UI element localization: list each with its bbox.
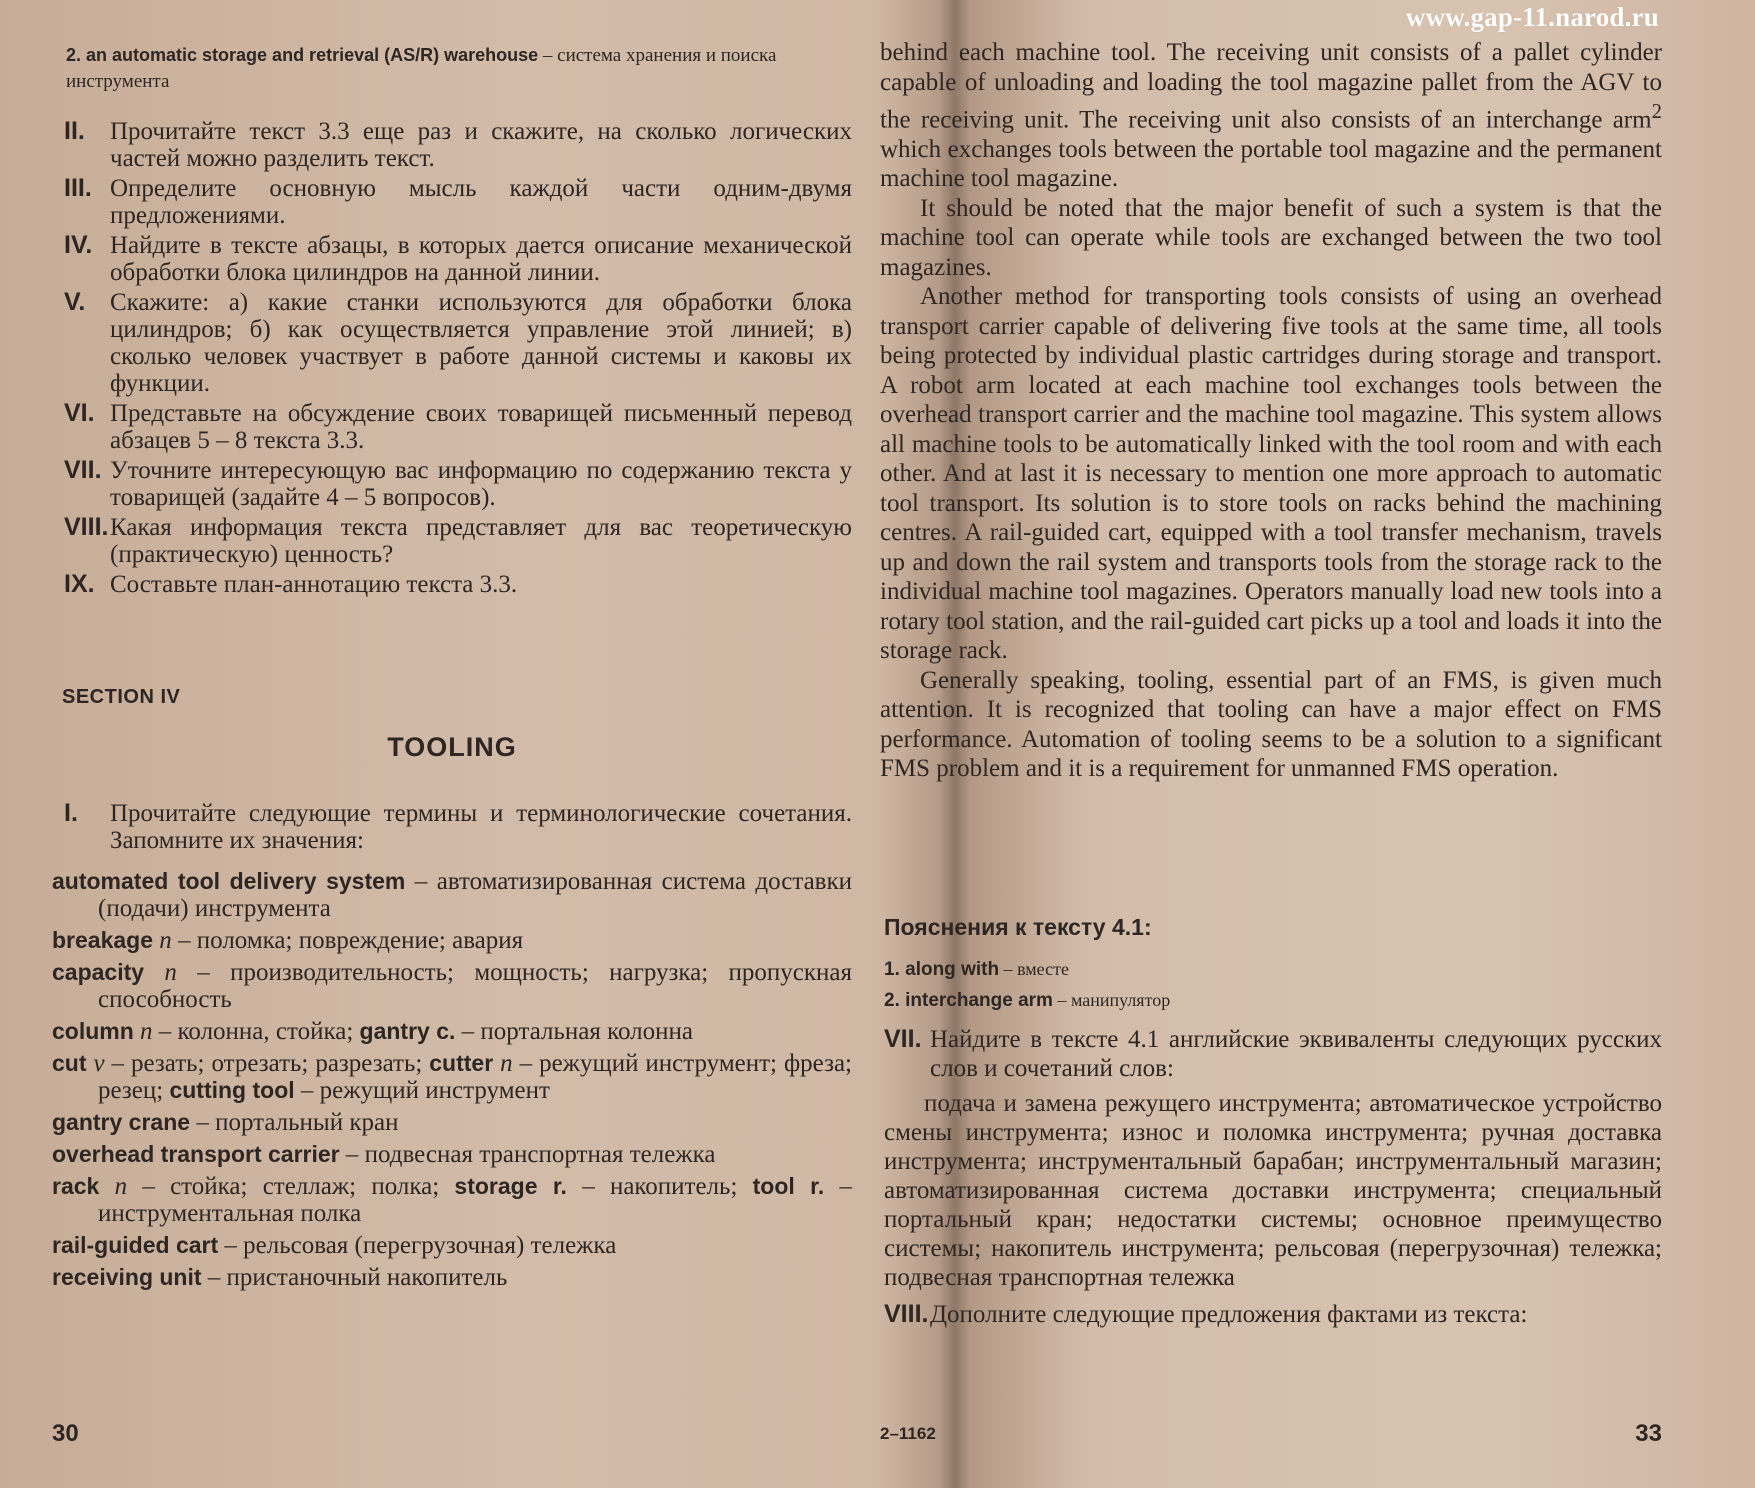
task-number: VII.: [64, 456, 102, 484]
task-item: [884, 1300, 1662, 1329]
task-number: V.: [64, 288, 86, 316]
paragraph-text: behind each machine tool. The receiving unit consists of a pallet cylinder capable of unloading and loading the tool magazine pallet from the AGV to the receiving unit. The receiving unit also consists of an interchange arm: [880, 39, 1662, 134]
task-body: подача и замена режущего инструмента; автоматическое устройство смены инструмента; износ и поломка инструмента; ручная доставка инструмента; инструментальный барабан; инструментальный магазин; автоматизированная система доставки инструмента; специальный портальный кран; недостатки системы; основное преимущество системы; накопитель инструмента; рельсовая (перегрузочная) тележка; подвесная транспортная тележка: [884, 1090, 1662, 1291]
glossary-definition: – рельсовая (перегрузочная) тележка: [218, 1232, 617, 1259]
part-of-speech: v: [86, 1050, 105, 1077]
glossary-term: breakage: [52, 927, 154, 953]
page-number: 33: [1635, 1420, 1662, 1447]
glossary-term: cutting tool: [169, 1077, 295, 1103]
part-of-speech: n: [144, 959, 177, 986]
task-text: Какая информация текста представляет для вас теоретическую (практическую) ценность?: [110, 514, 852, 568]
glossary-term: column: [52, 1018, 134, 1044]
glossary-term: cut: [52, 1050, 87, 1076]
paragraph: [880, 282, 1662, 666]
glossary: [52, 868, 852, 1296]
glossary-definition: – колонна, стойка;: [152, 1018, 360, 1045]
glossary-definition: – портальная колонна: [455, 1018, 693, 1045]
task-text: Представьте на обсуждение своих товарищей письменный перевод абзацев 5 – 8 текста 3.3.: [110, 400, 852, 454]
glossary-entry: [52, 1018, 852, 1045]
note-item: [884, 954, 1170, 985]
glossary-entry: [52, 1141, 852, 1168]
task-number: IX.: [64, 570, 95, 598]
glossary-term: receiving unit: [52, 1264, 202, 1290]
task-text: Найдите в тексте 4.1 английские эквиваленты следующих русских слов и сочетаний слов:: [930, 1026, 1662, 1082]
task-item: [64, 457, 852, 511]
task-number: VIII.: [64, 513, 109, 541]
task-list: [64, 118, 852, 601]
glossary-entry: [52, 959, 852, 1013]
footnote-term: 2. an automatic storage and retrieval (AS/R) warehouse: [66, 45, 539, 65]
footnote-marker: 2: [1651, 99, 1662, 123]
glossary-definition: – пристаночный накопитель: [201, 1264, 508, 1291]
glossary-definition: – поломка; повреждение; авария: [171, 927, 524, 954]
section-heading: TOOLING: [387, 732, 517, 762]
glossary-definition: – инструментальная полка: [98, 1173, 852, 1227]
task-text: Уточните интересующую вас информацию по содержанию текста у товарищей (задайте 4 – 5 вопросов).: [110, 457, 852, 511]
glossary-term: capacity: [52, 959, 145, 985]
paragraph-text: It should be noted that the major benefit of such a system is that the machine tool can operate while tools are exchanged between the two tool magazines.: [880, 194, 1662, 281]
task-item: [884, 1025, 1662, 1083]
note-definition: – вместе: [999, 959, 1069, 979]
task-text: Составьте план-аннотацию текста 3.3.: [110, 571, 518, 598]
glossary-term: tool r.: [752, 1173, 825, 1199]
task-item: [64, 232, 852, 286]
section-label: SECTION IV: [62, 686, 181, 708]
glossary-term: automated tool delivery system: [52, 868, 406, 894]
task-number: I.: [64, 799, 78, 827]
paragraph: [880, 666, 1662, 784]
task-item: [64, 289, 852, 397]
glossary-entry: [52, 927, 852, 954]
task-number: VIII.: [884, 1300, 929, 1328]
glossary-entry: [52, 868, 852, 922]
task-text: Определите основную мысль каждой части одним-двумя предложениями.: [110, 175, 852, 229]
task-text: Дополните следующие предложения фактами из текста:: [930, 1301, 1528, 1328]
note-item: [884, 985, 1170, 1016]
task-item: [64, 571, 852, 598]
notes-title: Пояснения к тексту 4.1:: [884, 914, 1152, 940]
task-item: [64, 175, 852, 229]
glossary-definition: – накопитель;: [566, 1173, 753, 1200]
paragraph-text: which exchanges tools between the portable tool magazine and the permanent machine tool magazine.: [880, 135, 1662, 193]
glossary-entry: [52, 1173, 852, 1227]
task-number: VI.: [64, 399, 95, 427]
glossary-term: storage r.: [454, 1173, 567, 1199]
glossary-term: overhead transport carrier: [52, 1141, 340, 1167]
glossary-definition: – резать; отрезать; разрезать;: [104, 1050, 430, 1077]
paragraph-text: Generally speaking, tooling, essential part of an FMS, is given much attention. It is recognized that tooling can have a major effect on FMS performance. Automation of tooling seems to be a solution to a significant FMS problem and it is a requirement for unmanned FMS operation.: [880, 666, 1662, 783]
note-term: 2. interchange arm: [884, 990, 1053, 1011]
task-item: [64, 118, 852, 172]
paragraph-text: Another method for transporting tools consists of using an overhead transport carrier capable of delivering five tools at the same time, all tools being protected by individual plastic cartridges during storage and transport. A robot arm located at each machine tool exchanges tools between the overhead transport carrier and the machine tool magazine. This system allows all machine tools to be automatically linked with the tool room and with each other. And at last it is necessary to mention one more approach to automatic tool transport. Its solution is to store tools on racks behind the machining centres. A rail-guided cart, equipped with a tool transfer mechanism, travels up and down the rail system and transports tools from the storage rack to the individual machine tool magazines. Operators manually load new tools into a rotary tool station, and the rail-guided cart picks up a tool and loads it into the storage rack.: [880, 283, 1662, 665]
task-number: III.: [64, 174, 92, 202]
paragraph: [880, 194, 1662, 283]
watermark: www.gap-11.narod.ru: [1405, 2, 1659, 32]
glossary-term: cutter: [429, 1050, 494, 1076]
glossary-term: gantry crane: [52, 1109, 191, 1135]
notes-list: [884, 954, 1170, 1016]
task-item: [64, 800, 852, 854]
task-text: Скажите: а) какие станки используются для обработки блока цилиндров; б) как осуществляется управление этой линией; в) сколько человек участвует в работе данной системы и каковы их функции.: [110, 289, 852, 397]
footnote-definition: – система хранения и поиска инструмента: [66, 45, 777, 92]
glossary-entry: [52, 1264, 852, 1291]
task-item: [64, 514, 852, 568]
body-text: [880, 38, 1662, 784]
task-text: Прочитайте следующие термины и терминологические сочетания. Запомните их значения:: [110, 800, 852, 854]
printer-signature: 2–1162: [880, 1424, 936, 1443]
task-number: II.: [64, 117, 85, 145]
task-text: Найдите в тексте абзацы, в которых дается описание механической обработки блока цилиндров на данной линии.: [110, 232, 852, 286]
left-page: [52, 0, 852, 1488]
paragraph: [880, 38, 1662, 194]
part-of-speech: n: [153, 927, 172, 954]
glossary-definition: – стойка; стеллаж; полка;: [127, 1173, 455, 1200]
intro-task: [64, 800, 852, 857]
glossary-definition: – режущий инструмент; фреза; резец;: [98, 1050, 852, 1104]
glossary-term: gantry c.: [359, 1018, 456, 1044]
right-page: [880, 0, 1662, 1488]
glossary-definition: – производительность; мощность; нагрузка; пропускная способность: [98, 959, 852, 1013]
task-number: VII.: [884, 1025, 922, 1053]
task-number: IV.: [64, 231, 93, 259]
glossary-definition: – портальный кран: [190, 1109, 399, 1136]
glossary-entry: [52, 1109, 852, 1136]
glossary-definition: – подвесная транспортная тележка: [339, 1141, 716, 1168]
glossary-term: rack: [52, 1173, 100, 1199]
task-text: Прочитайте текст 3.3 еще раз и скажите, на сколько логических частей можно разделить текст.: [110, 118, 852, 172]
page-number: 30: [52, 1420, 79, 1447]
note-term: 1. along with: [884, 959, 1000, 980]
note-definition: – манипулятор: [1052, 990, 1171, 1010]
glossary-entry: [52, 1232, 852, 1259]
glossary-entry: [52, 1050, 852, 1104]
glossary-definition: – режущий инструмент: [294, 1077, 550, 1104]
part-of-speech: n: [493, 1050, 513, 1077]
right-task-list: [884, 1025, 1662, 1335]
glossary-term: rail-guided cart: [52, 1232, 219, 1258]
part-of-speech: n: [99, 1173, 128, 1200]
footnote-top: [66, 42, 852, 95]
task-item: [64, 400, 852, 454]
part-of-speech: n: [133, 1018, 153, 1045]
glossary-definition: – автоматизированная система доставки (подачи) инструмента: [98, 868, 852, 922]
